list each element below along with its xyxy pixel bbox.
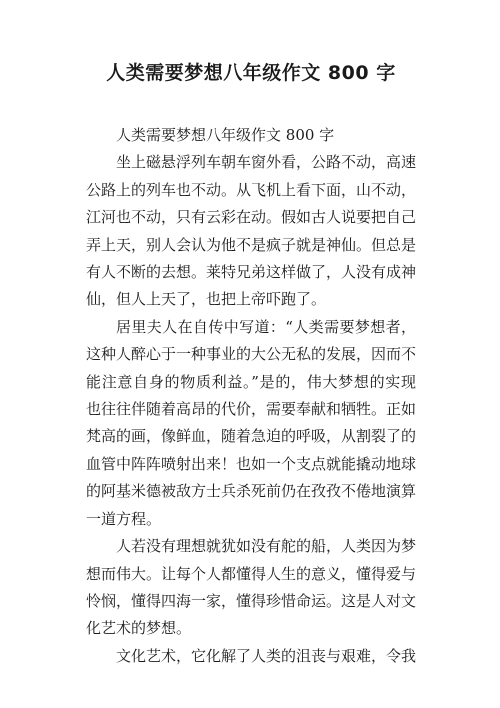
paragraph: 人若没有理想就犹如没有舵的船，人类因为梦想而伟大。让每个人都懂得人生的意义，懂得爱与怜悯，懂得四海一家，懂得珍惜命运。这是人对文化艺术的梦想。	[86, 537, 417, 638]
paragraph: 文化艺术，它化解了人类的沮丧与艰难，令我	[116, 646, 417, 665]
document-body	[86, 122, 416, 670]
paragraph: 人类需要梦想八年级作文 800 字	[116, 126, 335, 144]
paragraph: 居里夫人在自传中写道：“人类需要梦想者，这种人醉心于一种事业的大公无私的发展，因而不能注意自身的物质利益。”是的，伟大梦想的实现也往往伴随着高昂的代价，需要奉献和牺牲。正如梵高的画，像鲜血，随着急迫的呼吸，从割裂了的血管中阵阵喷射出来！也如一个支点就能撬动地球的阿基米德被敌方士兵杀死前仍在孜孜不倦地演算一道方程。	[86, 317, 417, 528]
paragraph: 坐上磁悬浮列车朝车窗外看，公路不动，高速公路上的列车也不动。从飞机上看下面，山不动，江河也不动，只有云彩在动。假如古人说要把自己弄上天，别人会认为他不是疯子就是神仙。但总是有人不断的去想。莱特兄弟这样做了，人没有成神仙，但人上天了，也把上帝吓跑了。	[86, 153, 417, 309]
document-title: 人类需要梦想八年级作文 800 字	[106, 62, 396, 84]
